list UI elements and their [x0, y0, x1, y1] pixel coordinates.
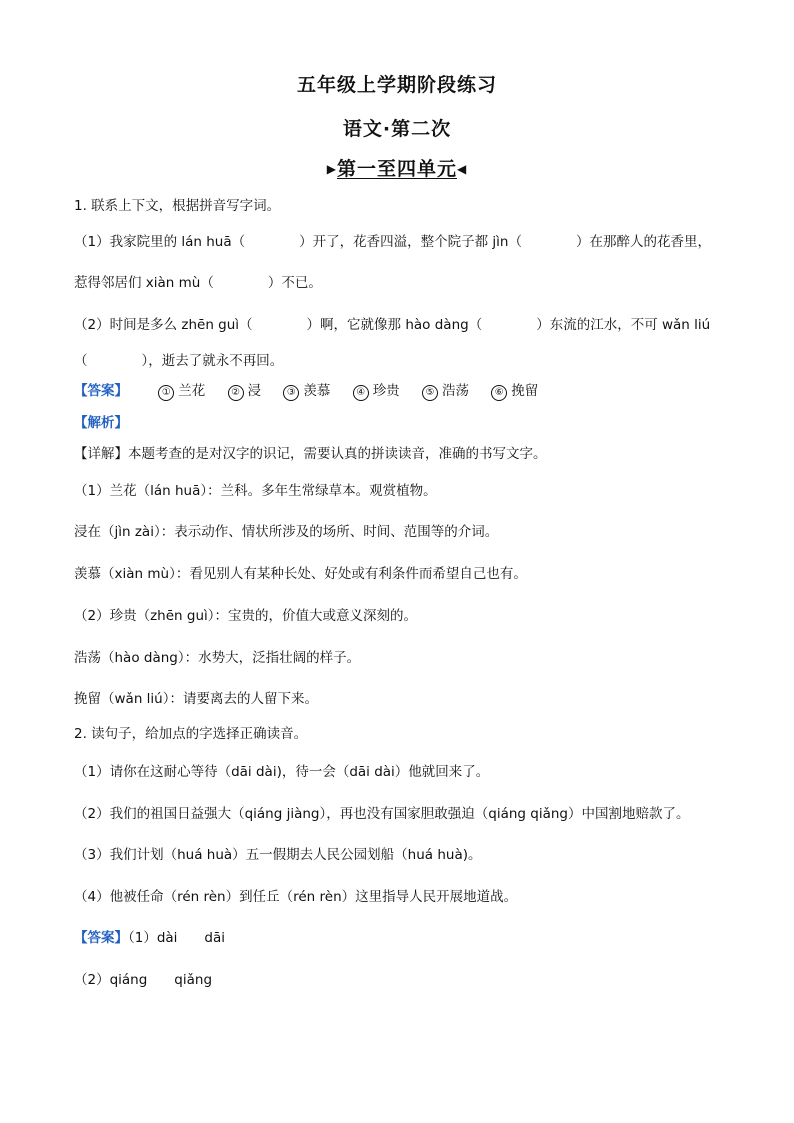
- q2-answer-line1: [74, 926, 225, 946]
- note-line: 挽留（wǎn liú）：请要离去的人留下来。: [74, 691, 318, 707]
- answer-number: ①: [158, 385, 174, 401]
- answer-text: 浩荡: [441, 383, 469, 399]
- q2-prompt: 2. 读句子，给加点的字选择正确读音。: [74, 726, 308, 742]
- q1-part1-line2: 惹得邻居们 xiàn mù（ ）不已。: [74, 275, 322, 291]
- answer-text: 珍贵: [372, 383, 400, 399]
- answer-item: [491, 383, 538, 399]
- answer-number: ③: [283, 385, 299, 401]
- answer-number: ⑤: [422, 385, 438, 401]
- answer-label: 【答案】: [74, 930, 128, 946]
- q2-item: （2）我们的祖国日益强大（qiáng jiàng），再也没有国家胆敢强迫（qiáng qiǎng）中国割地赔款了。: [74, 806, 690, 822]
- note-line: 羡慕（xiàn mù）：看见别人有某种长处、好处或有利条件而希望自己也有。: [74, 566, 527, 582]
- doc-title: 五年级上学期阶段练习: [296, 74, 497, 96]
- answer-text: 羡慕: [303, 383, 331, 399]
- q1-answer-row: [74, 379, 556, 401]
- answer-text: 挽留: [511, 383, 539, 399]
- detail-text: 本题考查的是对汉字的识记，需要认真的拼读读音，准确的书写文字。: [128, 446, 547, 462]
- doc-subtitle: 语文·第二次: [342, 118, 452, 140]
- answer-text: （1）dài dāi: [128, 930, 226, 946]
- q2-item: （4）他被任命（rén rèn）到任丘（rén rèn）这里指导人民开展地道战。: [74, 889, 518, 905]
- q1-part1-line1: （1）我家院里的 lán huā（ ）开了，花香四溢，整个院子都 jìn（ ）在那醉人的花香里，: [74, 234, 711, 250]
- answer-number: ④: [353, 385, 369, 401]
- triangle-right-icon: ▶: [326, 162, 337, 176]
- answer-item: [283, 383, 330, 399]
- answer-item: [353, 383, 400, 399]
- detail-line: [74, 442, 547, 462]
- note-line: （2）珍贵（zhēn guì）：宝贵的，价值大或意义深刻的。: [74, 608, 418, 624]
- analysis-label: 【解析】: [74, 415, 128, 431]
- note-line: 浸在（jìn zài）：表示动作、情状所涉及的场所、时间、范围等的介词。: [74, 524, 499, 540]
- q2-item: （1）请你在这耐心等待（dāi dài)，待一会（dāi dài）他就回来了。: [74, 764, 490, 780]
- unit-heading-text: 第一至四单元: [336, 158, 457, 180]
- answer-number: ⑥: [491, 385, 507, 401]
- unit-heading: [0, 154, 794, 181]
- answer-item: [158, 383, 205, 399]
- note-line: 浩荡（hào dàng）：水势大，泛指壮阔的样子。: [74, 650, 361, 666]
- q2-item: （3）我们计划（huá huà）五一假期去人民公园划船（huá huà)。: [74, 847, 482, 863]
- q1-prompt: 1. 联系上下文，根据拼音写字词。: [74, 198, 281, 214]
- answer-label: 【答案】: [74, 383, 128, 399]
- q1-part2-line1: （2）时间是多么 zhēn guì（ ）啊，它就像那 hào dàng（ ）东流的江水，不可 wǎn liú: [74, 317, 711, 333]
- answer-text: 兰花: [178, 383, 206, 399]
- detail-label: 【详解】: [74, 446, 128, 462]
- answer-text: 浸: [247, 383, 262, 399]
- q2-answer-line2: （2）qiáng qiǎng: [74, 972, 213, 988]
- answer-number: ②: [228, 385, 244, 401]
- triangle-left-icon: ◀: [457, 162, 468, 176]
- q1-part2-line2: （ ），逝去了就永不再回。: [74, 353, 284, 369]
- answer-item: [228, 383, 262, 399]
- answer-item: [422, 383, 469, 399]
- note-line: （1）兰花（lán huā）：兰科。多年生常绿草本。观赏植物。: [74, 483, 437, 499]
